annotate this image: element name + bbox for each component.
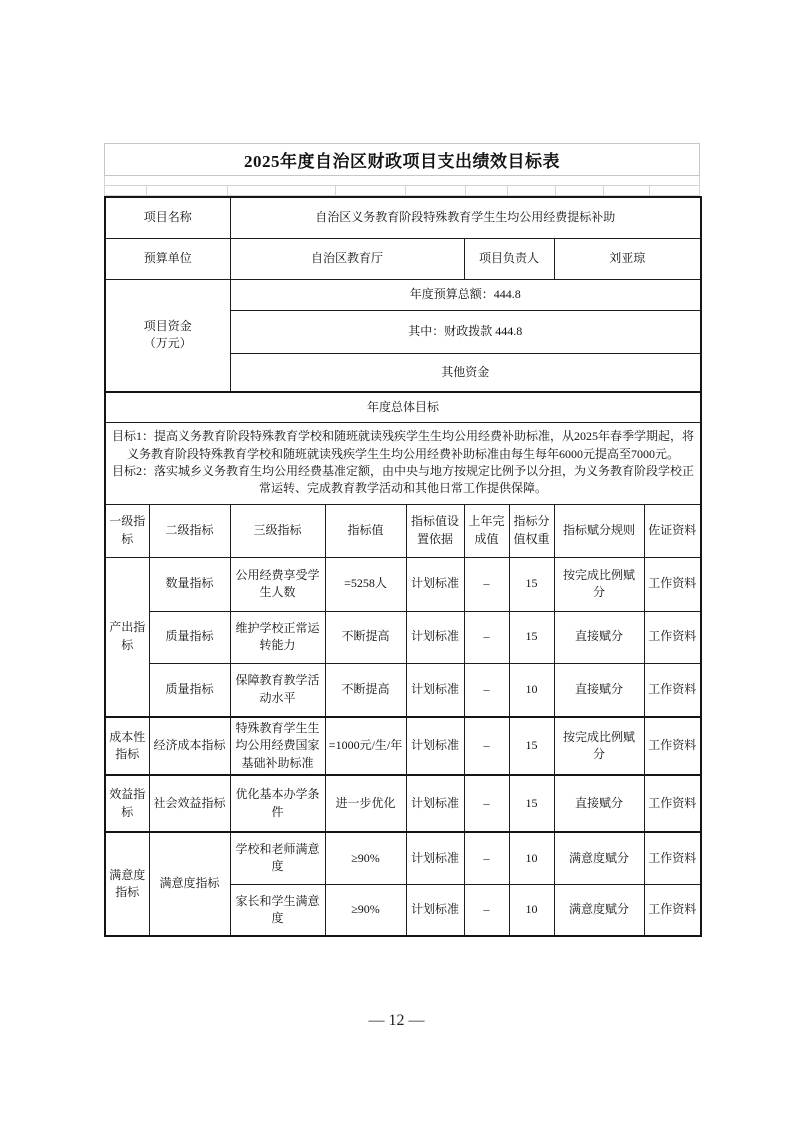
cell-weight: 15 bbox=[509, 717, 554, 775]
cell-prev: – bbox=[464, 832, 509, 884]
header-basis: 指标值设置依据 bbox=[406, 504, 464, 557]
budget-unit-label: 预算单位 bbox=[105, 238, 230, 279]
grid-cell bbox=[466, 186, 508, 196]
cell-evidence: 工作资料 bbox=[644, 884, 701, 936]
cell-rule: 直接赋分 bbox=[554, 775, 644, 832]
cell-basis: 计划标准 bbox=[406, 717, 464, 775]
table-row bbox=[105, 557, 701, 611]
cell-weight: 10 bbox=[509, 884, 554, 936]
funds-other: 其他资金 bbox=[230, 353, 701, 392]
cell-weight: 10 bbox=[509, 832, 554, 884]
cell-level1: 成本性指标 bbox=[105, 717, 149, 775]
cell-prev: – bbox=[464, 557, 509, 611]
cell-level2: 质量指标 bbox=[149, 611, 230, 663]
cell-level2: 满意度指标 bbox=[149, 832, 230, 936]
funds-fiscal: 其中：财政拨款 444.8 bbox=[230, 310, 701, 353]
cell-rule: 直接赋分 bbox=[554, 663, 644, 717]
cell-value: =5258人 bbox=[325, 557, 406, 611]
cell-level3: 保障教育教学活动水平 bbox=[230, 663, 325, 717]
cell-evidence: 工作资料 bbox=[644, 557, 701, 611]
cell-prev: – bbox=[464, 663, 509, 717]
cell-evidence: 工作资料 bbox=[644, 717, 701, 775]
cell-value: 不断提高 bbox=[325, 611, 406, 663]
cell-prev: – bbox=[464, 611, 509, 663]
table-row bbox=[105, 197, 701, 238]
cell-level1: 产出指标 bbox=[105, 557, 149, 717]
table-row bbox=[105, 422, 701, 504]
cell-level1: 满意度指标 bbox=[105, 832, 149, 936]
cell-basis: 计划标准 bbox=[406, 775, 464, 832]
header-value: 指标值 bbox=[325, 504, 406, 557]
cell-basis: 计划标准 bbox=[406, 663, 464, 717]
cell-evidence: 工作资料 bbox=[644, 611, 701, 663]
page-number: — 12 — bbox=[368, 1012, 425, 1029]
table-row bbox=[105, 279, 701, 310]
cell-weight: 10 bbox=[509, 663, 554, 717]
cell-level3: 公用经费享受学生人数 bbox=[230, 557, 325, 611]
table-header-row bbox=[105, 504, 701, 557]
cell-value: ≥90% bbox=[325, 832, 406, 884]
grid-cell bbox=[147, 186, 228, 196]
cell-value: ≥90% bbox=[325, 884, 406, 936]
project-name-value: 自治区义务教育阶段特殊教育学生生均公用经费提标补助 bbox=[230, 197, 701, 238]
table-row bbox=[105, 238, 701, 279]
header-prev: 上年完成值 bbox=[464, 504, 509, 557]
grid-cell bbox=[604, 186, 650, 196]
funds-total: 年度预算总额：444.8 bbox=[230, 279, 701, 310]
grid-cell bbox=[556, 186, 604, 196]
cell-basis: 计划标准 bbox=[406, 611, 464, 663]
cell-basis: 计划标准 bbox=[406, 832, 464, 884]
header-weight: 指标分值权重 bbox=[509, 504, 554, 557]
cell-rule: 按完成比例赋分 bbox=[554, 557, 644, 611]
cell-value: 不断提高 bbox=[325, 663, 406, 717]
table-row bbox=[105, 663, 701, 717]
table-row bbox=[105, 775, 701, 832]
cell-level1: 效益指标 bbox=[105, 775, 149, 832]
grid-cell bbox=[228, 186, 336, 196]
funds-label: 项目资金 （万元） bbox=[105, 279, 230, 392]
cell-level3: 维护学校正常运转能力 bbox=[230, 611, 325, 663]
table-row bbox=[105, 832, 701, 884]
leader-value: 刘亚琼 bbox=[554, 238, 701, 279]
cell-basis: 计划标准 bbox=[406, 557, 464, 611]
project-name-label: 项目名称 bbox=[105, 197, 230, 238]
cell-value: =1000元/生/年 bbox=[325, 717, 406, 775]
cell-evidence: 工作资料 bbox=[644, 832, 701, 884]
grid-cell bbox=[336, 186, 406, 196]
header-evidence: 佐证资料 bbox=[644, 504, 701, 557]
grid-cell bbox=[508, 186, 556, 196]
document-sheet bbox=[104, 143, 700, 937]
cell-prev: – bbox=[464, 717, 509, 775]
cell-rule: 满意度赋分 bbox=[554, 884, 644, 936]
grid-cell bbox=[104, 186, 147, 196]
cell-prev: – bbox=[464, 775, 509, 832]
goals-text: 目标1：提高义务教育阶段特殊教育学校和随班就读残疾学生生均公用经费补助标准，从2025年春季学期起，将义务教育阶段特殊教育学校和随班就读残疾学生生均公用经费补助标准由每生每年6000元提高至7000元。 目标2：落实城乡义务教育生均公用经费基准定额，由中央与地方按规定比例予以分担，为义务教育阶段学校正常运转、完成教育教学活动和其他日常工作提供保障。 bbox=[105, 422, 701, 504]
grid-cell bbox=[406, 186, 466, 196]
cell-level3: 学校和老师满意度 bbox=[230, 832, 325, 884]
table-row bbox=[105, 717, 701, 775]
cell-rule: 满意度赋分 bbox=[554, 832, 644, 884]
header-rule: 指标赋分规则 bbox=[554, 504, 644, 557]
cell-level2: 数量指标 bbox=[149, 557, 230, 611]
cell-rule: 按完成比例赋分 bbox=[554, 717, 644, 775]
cell-prev: – bbox=[464, 884, 509, 936]
cell-weight: 15 bbox=[509, 775, 554, 832]
grid-cell bbox=[650, 186, 700, 196]
table-row bbox=[105, 392, 701, 422]
cell-level2: 经济成本指标 bbox=[149, 717, 230, 775]
table-row bbox=[105, 611, 701, 663]
budget-unit-value: 自治区教育厅 bbox=[230, 238, 464, 279]
cell-value: 进一步优化 bbox=[325, 775, 406, 832]
cell-level2: 社会效益指标 bbox=[149, 775, 230, 832]
cell-evidence: 工作资料 bbox=[644, 775, 701, 832]
cell-level2: 质量指标 bbox=[149, 663, 230, 717]
performance-target-table bbox=[104, 196, 702, 937]
goals-section-title: 年度总体目标 bbox=[105, 392, 701, 422]
document-title: 2025年度自治区财政项目支出绩效目标表 bbox=[104, 143, 700, 176]
cell-level3: 特殊教育学生生均公用经费国家基础补助标准 bbox=[230, 717, 325, 775]
cell-evidence: 工作资料 bbox=[644, 663, 701, 717]
cell-rule: 直接赋分 bbox=[554, 611, 644, 663]
grid-remnant-row bbox=[104, 186, 700, 196]
cell-basis: 计划标准 bbox=[406, 884, 464, 936]
header-level1: 一级指标 bbox=[105, 504, 149, 557]
cell-level3: 家长和学生满意度 bbox=[230, 884, 325, 936]
header-level2: 二级指标 bbox=[149, 504, 230, 557]
cell-level3: 优化基本办学条件 bbox=[230, 775, 325, 832]
cell-weight: 15 bbox=[509, 557, 554, 611]
spacer-row bbox=[104, 176, 700, 186]
leader-label: 项目负责人 bbox=[464, 238, 554, 279]
header-level3: 三级指标 bbox=[230, 504, 325, 557]
cell-weight: 15 bbox=[509, 611, 554, 663]
